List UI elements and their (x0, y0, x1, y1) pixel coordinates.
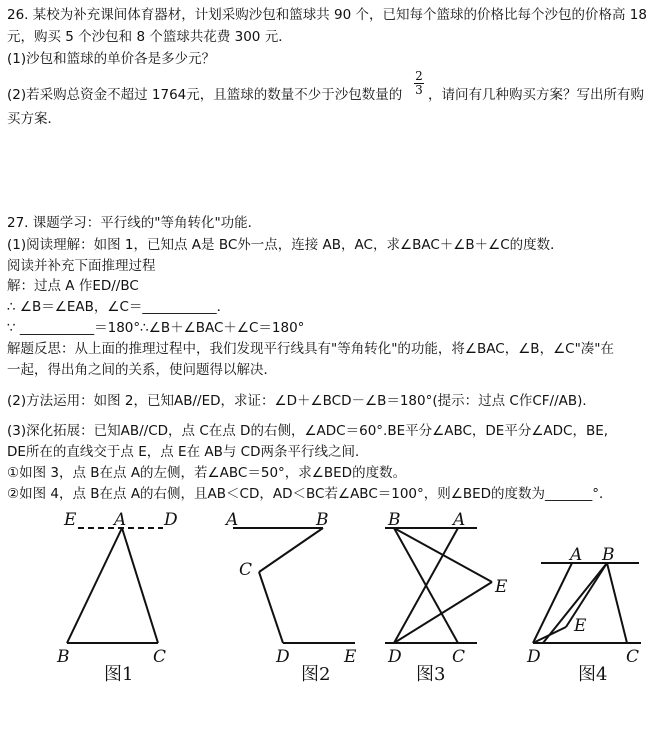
fig3-label-c: C (452, 647, 466, 667)
fig1-label-c: C (153, 647, 167, 667)
fig3-label-d: D (388, 647, 402, 667)
fig2-label-d: D (276, 647, 290, 667)
q27-line-4: ∴ ∠B＝∠EAB，∠C＝___________． (7, 299, 231, 315)
q27-part-3-line-2: DE所在的直线交于点 E，点 E在 AB与 CD两条平行线之间． (7, 444, 369, 460)
q26-part-1: (1)沙包和篮球的单价各是多少元？ (7, 51, 216, 67)
fig3-label-e: E (495, 577, 508, 597)
q27-line-2: 阅读并补充下面推理过程 (7, 258, 156, 274)
figure-2 (224, 510, 357, 685)
q26-part-2-tail: ，请问有几种购买方案？写出所有购 (428, 87, 644, 103)
fraction-numerator: 2 (415, 69, 423, 83)
fig1-label-b: B (57, 647, 70, 667)
q27-part-2: (2)方法运用：如图 2，已知AB//ED，求证：∠D＋∠BCD－∠B＝180°(提示：过点 C作CF//AB)． (7, 393, 596, 409)
fig1-caption: 图1 (104, 664, 134, 685)
fig4-label-a: A (570, 545, 583, 565)
fraction-denominator: 3 (415, 83, 423, 97)
q27-reflection-2: 一起，得出角之间的关系，使问题得以解决． (7, 362, 277, 378)
q27-part-1: (1)阅读理解：如图 1，已知点 A是 BC外一点，连接 AB，AC，求∠BAC＋∠B＋∠C的度数． (7, 237, 564, 253)
q26-line-2: 元，购买 5 个沙包和 8 个篮球共花费 300 元． (7, 29, 292, 45)
fig4-caption: 图4 (578, 664, 608, 685)
fig2-caption: 图2 (301, 664, 331, 685)
q26-line-1: 26. 某校为补充课间体育器材，计划采购沙包和篮球共 90 个，已知每个篮球的价格比每个沙包的价格高 18 (7, 7, 647, 23)
fig4-label-d: D (527, 647, 541, 667)
fig4-label-e: E (574, 616, 587, 636)
fig1-label-d: D (164, 510, 178, 530)
figure-3 (385, 510, 508, 685)
figure-4 (526, 545, 641, 685)
fig2-label-b: B (316, 510, 329, 530)
fig2-label-c: C (239, 560, 253, 580)
fig1-label-a: A (114, 510, 127, 530)
fig2-label-e: E (344, 647, 357, 667)
q27-line-3: 解：过点 A 作ED//BC (7, 278, 139, 294)
fig3-label-b: B (388, 510, 401, 530)
q27-sub-1: ①如图 3，点 B在点 A的左侧，若∠ABC＝50°，求∠BED的度数。 (7, 465, 407, 481)
q26-line-5: 买方案． (7, 111, 61, 127)
q27-reflection: 解题反思：从上面的推理过程中，我们发现平行线具有"等角转化"的功能，将∠BAC，∠B，∠C"凑"在 (7, 341, 615, 357)
fig4-label-b: B (602, 545, 615, 565)
fig1-label-e: E (64, 510, 77, 530)
figure-1 (56, 510, 178, 685)
q26-part-2: (2)若采购总资金不超过 1764元，且篮球的数量不少于沙包数量的 (7, 87, 403, 103)
fig4-label-c: C (626, 647, 640, 667)
fig3-caption: 图3 (416, 664, 446, 685)
q27-part-3: (3)深化拓展：已知AB//CD，点 C在点 D的右侧，∠ADC＝60°.BE平分∠ABC，DE平分∠ADC，BE, (7, 423, 609, 439)
fig3-label-a: A (453, 510, 466, 530)
q27-sub-2: ②如图 4，点 B在点 A的右侧，且AB＜CD，AD＜BC若∠ABC＝100°，则∠BED的度数为_______°． (7, 486, 613, 502)
q27-line-5: ∵ ___________＝180°∴∠B＋∠BAC＋∠C＝180° (7, 320, 305, 336)
q27-title: 27. 课题学习：平行线的"等角转化"功能． (7, 215, 262, 231)
fig2-label-a: A (226, 510, 239, 530)
